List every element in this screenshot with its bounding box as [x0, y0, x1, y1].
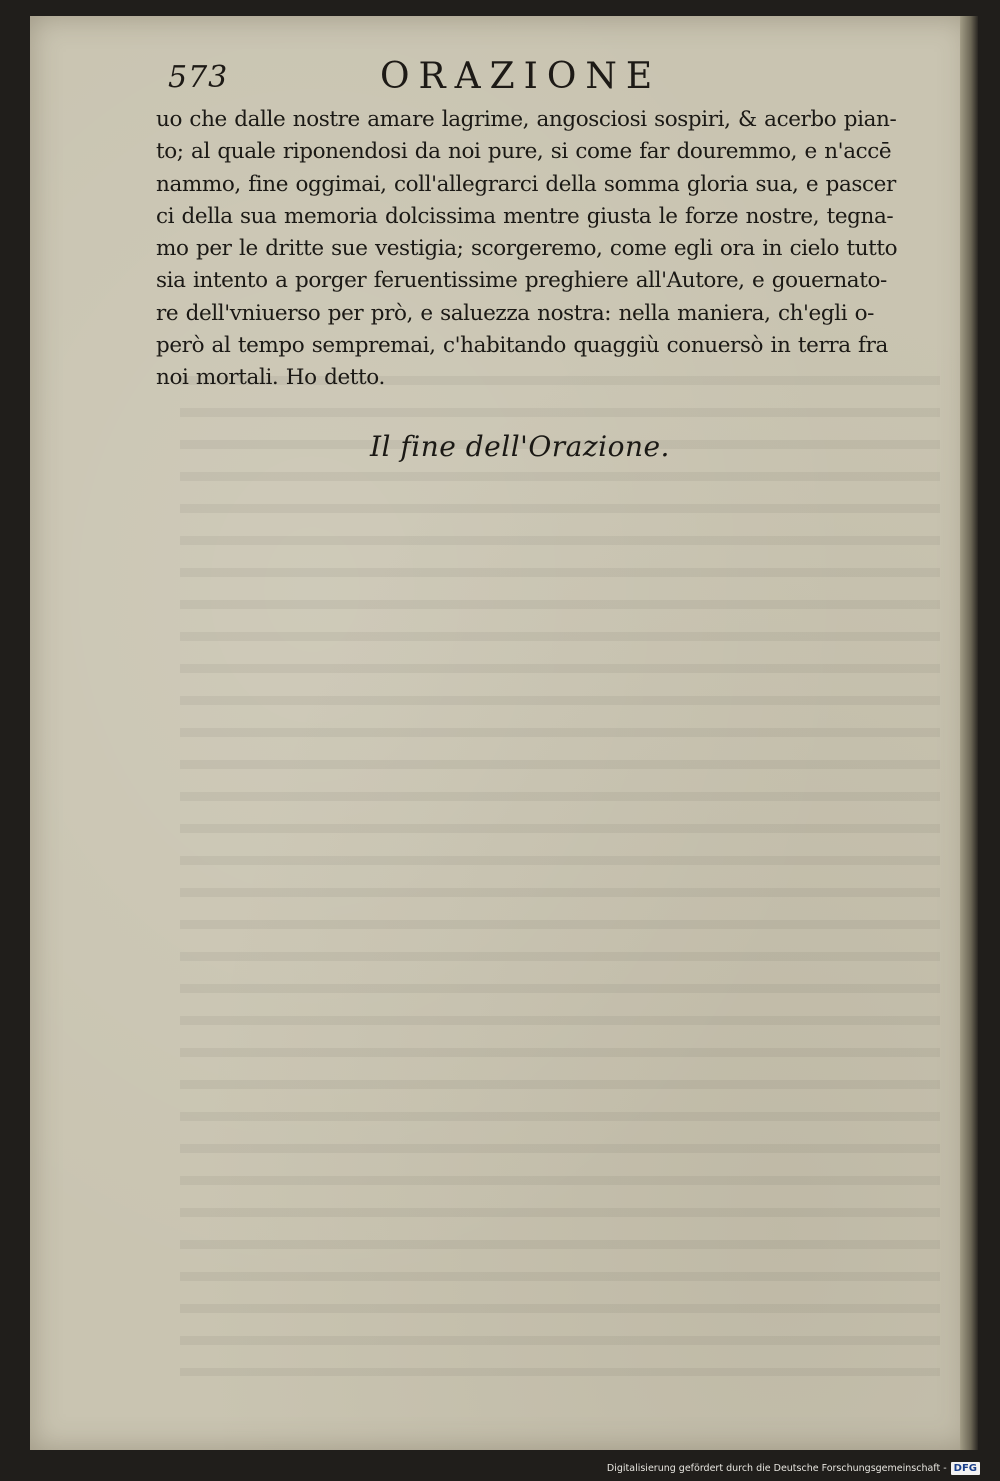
page-edge-shadow: [960, 16, 978, 1450]
text-line: re dell'vniuerso per prò, e saluezza nostra: nella maniera, ch'egli o-: [156, 300, 875, 326]
running-title: ORAZIONE: [380, 56, 662, 97]
text-line: però al tempo sempremai, c'habitando quaggiù conuersò in terra fra: [156, 333, 888, 359]
text-line: nammo, fine oggimai, coll'allegrarci della somma gloria sua, e pascer: [156, 171, 896, 197]
colophon: Il fine dell'Orazione.: [370, 430, 670, 463]
digitization-credit: [600, 1459, 980, 1477]
text-line: noi mortali. Ho detto.: [156, 365, 385, 391]
text-line: to; al quale riponendosi da noi pure, si come far douremmo, e n'accē: [156, 139, 892, 165]
dfg-logo: DFG: [951, 1462, 980, 1475]
text-line: sia intento a porger feruentissime preghiere all'Autore, e gouernato-: [156, 268, 887, 294]
page-number: 573: [168, 60, 229, 95]
text-line: mo per le dritte sue vestigia; scorgeremo, come egli ora in cielo tutto: [156, 236, 898, 262]
running-head: [140, 54, 740, 104]
show-through-bleed: [180, 376, 940, 1376]
credit-text: Digitalisierung gefördert durch die Deutsche Forschungsgemeinschaft -: [606, 1462, 947, 1474]
text-line: ci della sua memoria dolcissima mentre giusta le forze nostre, tegna-: [156, 203, 894, 229]
body-text: [156, 104, 916, 395]
text-line: uo che dalle nostre amare lagrime, angosciosi sospiri, & acerbo pian-: [156, 107, 897, 132]
